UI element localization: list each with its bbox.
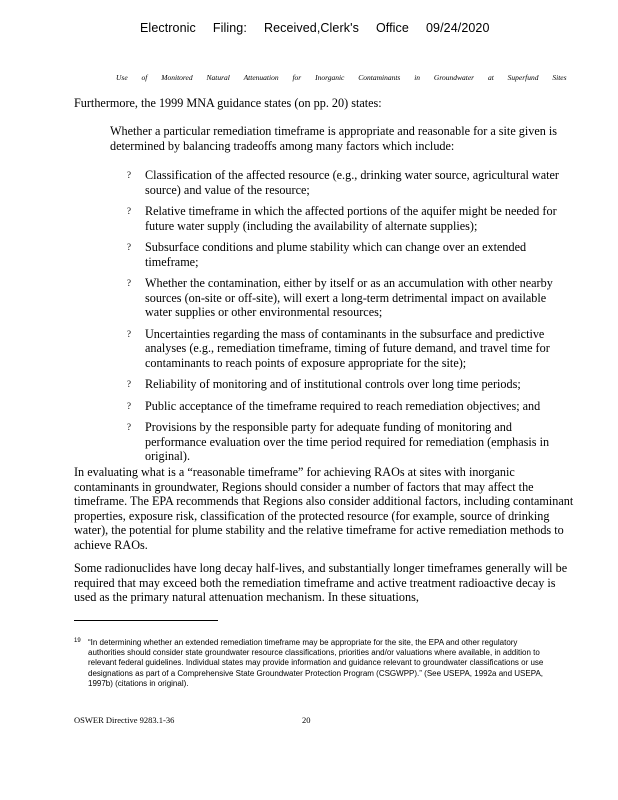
stamp-word: Received,Clerk's [263, 21, 359, 35]
bullet-marker: ? [127, 328, 131, 339]
list-item-text: Uncertainties regarding the mass of contaminants in the subsurface and predictive analyses (e.g., remediation timeframe, timing of future demand, and travel time for contaminants to reach points of exposure appropriate for the site); [145, 326, 550, 370]
intro-paragraph: Furthermore, the 1999 MNA guidance states (on pp. 20) states: [74, 96, 382, 110]
list-item-text: Classification of the affected resource (e.g., drinking water source, agricultural water source) and value of the resource; [145, 168, 559, 197]
page-number: 20 [302, 715, 311, 725]
list-item-text: Public acceptance of the timeframe required to reach remediation objectives; and [145, 398, 541, 413]
stamp-word: Office [375, 21, 409, 35]
list-item [127, 240, 567, 269]
bullet-marker: ? [127, 422, 131, 432]
footnote-divider [74, 620, 218, 621]
bullet-marker: ? [127, 206, 131, 216]
bullet-marker: ? [127, 400, 131, 411]
running-header: Use of Monitored Natural Attenuation for Inorganic Contaminants in Groundwater at Superfund Sites [116, 73, 567, 82]
list-item [127, 420, 567, 464]
footnote [74, 638, 554, 689]
stamp-word: Filing: [212, 21, 247, 35]
list-item [127, 399, 567, 414]
list-item-text: Reliability of monitoring and of institutional controls over long time periods; [145, 377, 521, 391]
bullet-marker: ? [127, 170, 131, 180]
stamp-word: Electronic [140, 21, 196, 35]
list-item [127, 327, 567, 371]
list-item-text: Provisions by the responsible party for adequate funding of monitoring and performance evaluation over the time period required for remediation (emphasis in original). [145, 420, 550, 463]
bullet-marker: ? [127, 278, 131, 288]
directive-number: OSWER Directive 9283.1-36 [74, 715, 175, 725]
bullet-marker: ? [127, 379, 131, 389]
filing-stamp [140, 21, 507, 35]
bullet-marker: ? [127, 242, 131, 252]
list-item-text: Subsurface conditions and plume stability which can change over an extended timeframe; [145, 240, 527, 269]
footnote-text: “In determining whether an extended remediation timeframe may be appropriate for the site, the EPA and other regulatory authorities should consider state groundwater resource classifications, priorities and/or valuations where available, in addition to relevant federal guidelines. Individual states may provide information and guidance relevant to groundwater classifications or use designations as part of a Comprehensive State Groundwater Protection Program (CSGWPP).” (See USEPA, 1992a and USEPA, 1997b) (citations in original). [88, 638, 544, 688]
block-quote: Whether a particular remediation timeframe is appropriate and reasonable for a site given is determined by balancing tradeoffs among many factors which include: [110, 124, 558, 153]
list-item [127, 377, 567, 392]
footnote-number: 19 [74, 638, 81, 644]
list-item-text: Whether the contamination, either by itself or as an accumulation with other nearby sources (on-site or off-site), will exert a long-term detrimental impact on available water supplies or other environmental resources; [145, 276, 553, 319]
list-item [127, 276, 567, 320]
stamp-word: 09/24/2020 [425, 21, 490, 35]
list-item [127, 168, 567, 197]
list-item-text: Relative timeframe in which the affected portions of the aquifer might be needed for future water supply (including the availability of alternate supplies); [145, 204, 557, 233]
criteria-list [127, 168, 567, 471]
body-paragraph: Some radionuclides have long decay half-lives, and substantially longer timeframes generally will be required that may exceed both the remediation timeframe and active treatment radioactive decay is used as the primary natural attenuation mechanism. In these situations, [74, 561, 568, 604]
list-item [127, 204, 567, 233]
body-paragraph: In evaluating what is a “reasonable timeframe” for achieving RAOs at sites with inorganic contaminants in groundwater, Regions should consider a number of factors that may affect the timeframe. The EPA recommends that Regions also consider additional factors, including contaminant properties, exposure risk, classification of the protected resource (for example, source of drinking water), the potential for plume stability and the relative timeframe for active remediation methods to achieve RAOs. [74, 465, 574, 552]
